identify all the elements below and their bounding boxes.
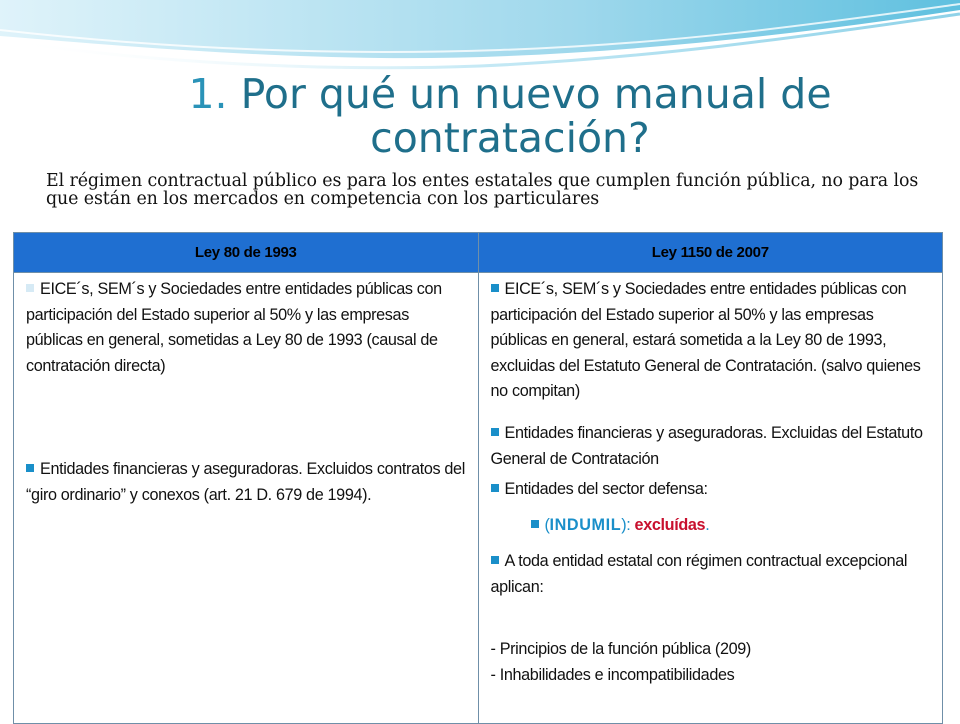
- list-item: [491, 421, 935, 472]
- indumil-label: INDUMIL: [549, 516, 622, 534]
- bullet-icon: [531, 520, 539, 528]
- period: .: [705, 516, 710, 534]
- paren-close: ):: [621, 516, 631, 534]
- title-number: 1.: [188, 70, 228, 118]
- bullet-icon: [491, 556, 499, 564]
- bullet-icon: [491, 484, 499, 492]
- header-ley-1150: Ley 1150 de 2007: [478, 233, 943, 273]
- comparison-table: [13, 232, 943, 724]
- right-item-3: Entidades del sector defensa:: [504, 480, 708, 498]
- dash-item-inhabilidades: - Inhabilidades e incompatibilidades: [490, 666, 735, 684]
- bullet-icon: [491, 428, 499, 436]
- title-text: Por qué un nuevo manual de contratación?: [240, 70, 832, 162]
- list-item: [26, 457, 470, 508]
- header-ley-80: Ley 80 de 1993: [14, 233, 479, 273]
- right-item-1: EICE´s, SEM´s y Sociedades entre entidades públicas con participación del Estado superior al 50% y las empresas públicas en general, estará sometida a la Ley 80 de 1993, excluidas del Estatuto General de Contratación. (salvo quienes no compitan): [490, 280, 921, 401]
- excluidas-label: excluídas: [634, 516, 706, 534]
- right-item-2: Entidades financieras y aseguradoras. Excluidas del Estatuto General de Contratación: [490, 424, 923, 468]
- list-item: [491, 549, 935, 600]
- table-row: [14, 273, 943, 724]
- right-item-5: A toda entidad estatal con régimen contractual excepcional aplican:: [490, 552, 908, 596]
- subtitle: El régimen contractual público es para los entes estatales que cumplen función pública, no para los que están en los mercados en competencia con los particulares: [46, 171, 919, 209]
- list-item: [491, 477, 935, 503]
- dash-item-principios: - Principios de la función pública (209): [490, 640, 751, 658]
- left-item-2: Entidades financieras y aseguradoras. Excluidos contratos del “giro ordinario” y conexos (art. 21 D. 679 de 1994).: [26, 460, 465, 504]
- list-item: [26, 277, 470, 379]
- page-title: [120, 72, 900, 160]
- bullet-icon: [26, 464, 34, 472]
- table-header-row: [14, 233, 943, 273]
- right-cell: [478, 273, 943, 724]
- left-cell: [14, 273, 479, 724]
- paren-open: (: [544, 516, 550, 534]
- left-item-1: EICE´s, SEM´s y Sociedades entre entidades públicas con participación del Estado superior al 50% y las empresas públicas en general, sometidas a Ley 80 de 1993 (causal de contratación directa): [26, 280, 442, 375]
- bullet-icon: [491, 284, 499, 292]
- list-item-sub: [491, 513, 935, 539]
- decorative-wave-banner: [0, 0, 960, 80]
- bullet-icon: [26, 284, 34, 292]
- list-item: [491, 277, 935, 405]
